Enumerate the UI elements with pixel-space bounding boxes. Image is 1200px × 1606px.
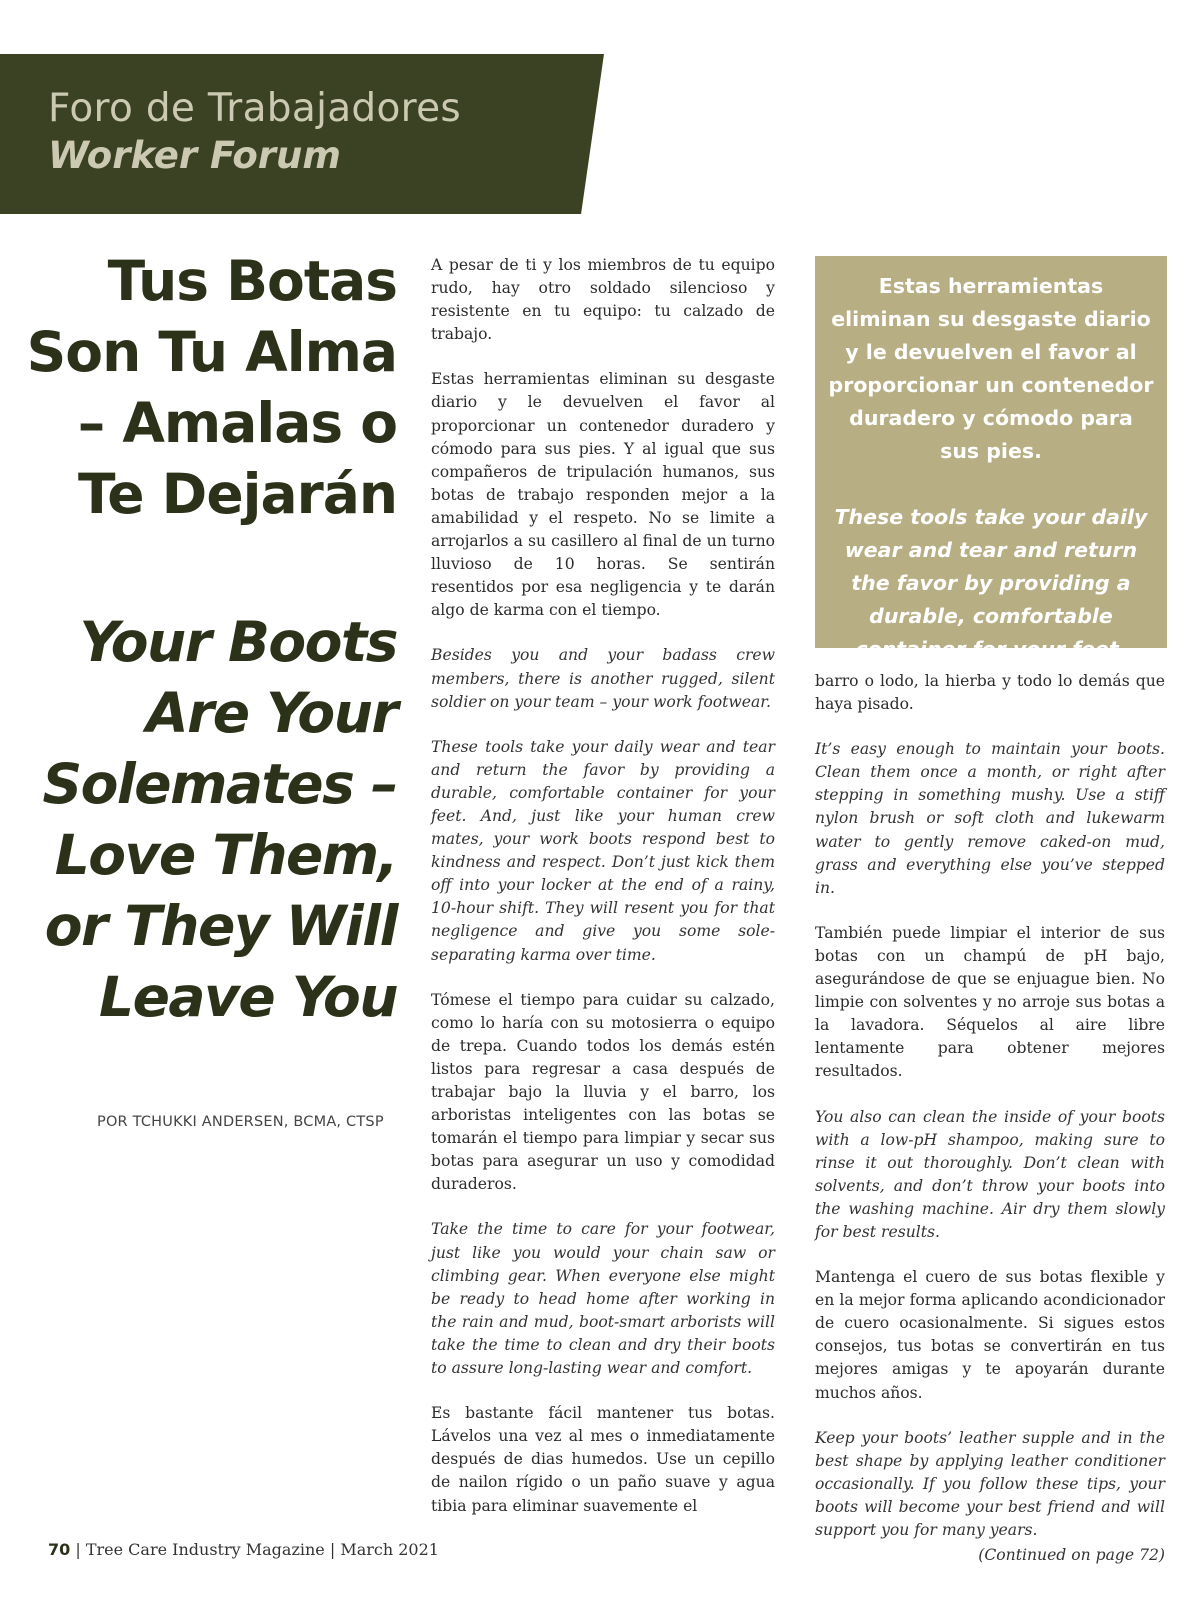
pull-quote: [815, 256, 1167, 661]
section-title-en: Worker Forum: [48, 134, 341, 177]
paragraph-es: Estas herramientas eliminan su desgaste diario y le devuelven el favor al proporcionar un contenedor duradero y cómodo para sus pies. Y al igual que sus compañeros de tripulación humanos, sus botas de trabajo responden mejor a la amabilidad y el respeto. No se limite a arrojarlos a su casillero al final de un turno lluvioso de 10 horas. Se sentirán resentidos por esa negligencia y te darán algo de karma con el tiempo.: [431, 370, 775, 620]
paragraph-es: Tómese el tiempo para cuidar su calzado, como lo haría con su motosierra o equipo de trepa. Cuando todos los demás estén listos para regresar a casa después de trabajar bajo la lluvia y el barro, los arboristas inteligentes con las botas se tomarán el tiempo para limpiar y secar sus botas para asegurar un uso y comodidad duraderos.: [431, 990, 775, 1194]
headline-en-line: Love Them,: [54, 823, 397, 887]
paragraph-es: Es bastante fácil mantener tus botas. Lávelos una vez al mes o inmediatamente después de dias humedos. Use un cepillo de nailon rígido o un paño suave y agua tibia para eliminar suavemente el: [431, 1404, 775, 1515]
byline: POR TCHUKKI ANDERSEN, BCMA, CTSP: [97, 1114, 384, 1130]
paragraph-en: Take the time to care for your footwear, just like you would your chain saw or climbing gear. When everyone else might be ready to head home after working in the rain and mud, boot-smart arborists will take the time to clean and dry their boots to assure long-lasting wear and comfort.: [431, 1220, 775, 1378]
headline-es-line: Te Dejarán: [78, 462, 397, 526]
paragraph-es: Mantenga el cuero de sus botas flexible y en la mejor forma aplicando acondicionador de cuero ocasionalmente. Si sigues estos consejos, tus botas se convertirán en tus mejores amigas y te apoyarán durante muchos años.: [815, 1268, 1165, 1402]
headline-en-line: Solemates –: [42, 752, 397, 816]
headline-en-line: Are Your: [146, 681, 397, 745]
continued-note: (Continued on page 72): [978, 1546, 1165, 1565]
body-column-middle: [431, 254, 775, 1540]
headline-es-line: – Amalas o: [77, 391, 397, 455]
headline-en: [17, 607, 397, 1033]
page-footer: [48, 1540, 439, 1559]
section-title-es: Foro de Trabajadores: [48, 86, 462, 131]
headline-es: [17, 246, 397, 530]
page-number: 70: [48, 1540, 71, 1559]
paragraph-en: These tools take your daily wear and tear and return the favor by providing a durable, comfortable container for your feet. And, just like your human crew mates, your work boots respond best to kindness and respect. Don’t just kick them off into your locker at the end of a rainy, 10-hour shift. They will resent you for that negligence and give you some sole-separating karma over time.: [431, 737, 775, 964]
headline-es-line: Tus Botas: [107, 249, 397, 313]
paragraph-en: Keep your boots’ leather supple and in the best shape by applying leather conditioner occasionally. If you follow these tips, your boots will become your best friend and will support you for many years.: [815, 1428, 1165, 1539]
pull-quote-en: These tools take your daily wear and tear and return the favor by providing a durable, comfortable container for your feet.: [834, 505, 1148, 661]
headline-es-line: Son Tu Alma: [26, 320, 397, 384]
paragraph-es: A pesar de ti y los miembros de tu equipo rudo, hay otro soldado silencioso y resistente en tu equipo: tu calzado de trabajo.: [431, 256, 775, 344]
paragraph-es: barro o lodo, la hierba y todo lo demás que haya pisado.: [815, 672, 1165, 714]
headline-en-line: or They Will: [44, 894, 397, 958]
paragraph-en: Besides you and your badass crew members, there is another rugged, silent soldier on your team – your work footwear.: [431, 646, 775, 711]
paragraph-en: It’s easy enough to maintain your boots. Clean them once a month, or right after stepping in something mushy. Use a stiff nylon brush or soft cloth and lukewarm water to gently remove caked-on mud, grass and everything else you’ve stepped in.: [815, 740, 1165, 897]
pull-quote-es: Estas herramientas eliminan su desgaste diario y le devuelven el favor al proporcionar un contenedor duradero y cómodo para sus pies.: [828, 274, 1154, 463]
headline-en-line: Your Boots: [79, 610, 397, 674]
footer-text: | Tree Care Industry Magazine | March 2021: [70, 1540, 439, 1559]
paragraph-en: You also can clean the inside of your boots with a low-pH shampoo, making sure to rinse it out thoroughly. Don’t clean with solvents, and don’t throw your boots into the washing machine. Air dry them slowly for best results.: [815, 1107, 1165, 1241]
headline-en-line: Leave You: [99, 965, 397, 1029]
body-column-right: [815, 670, 1165, 1567]
paragraph-es: También puede limpiar el interior de sus botas con un champú de pH bajo, asegurándose de que se enjuague bien. No limpie con solventes y no arroje sus botas a la lavadora. Séquelos al aire libre lentamente para obtener mejores resultados.: [815, 923, 1165, 1081]
